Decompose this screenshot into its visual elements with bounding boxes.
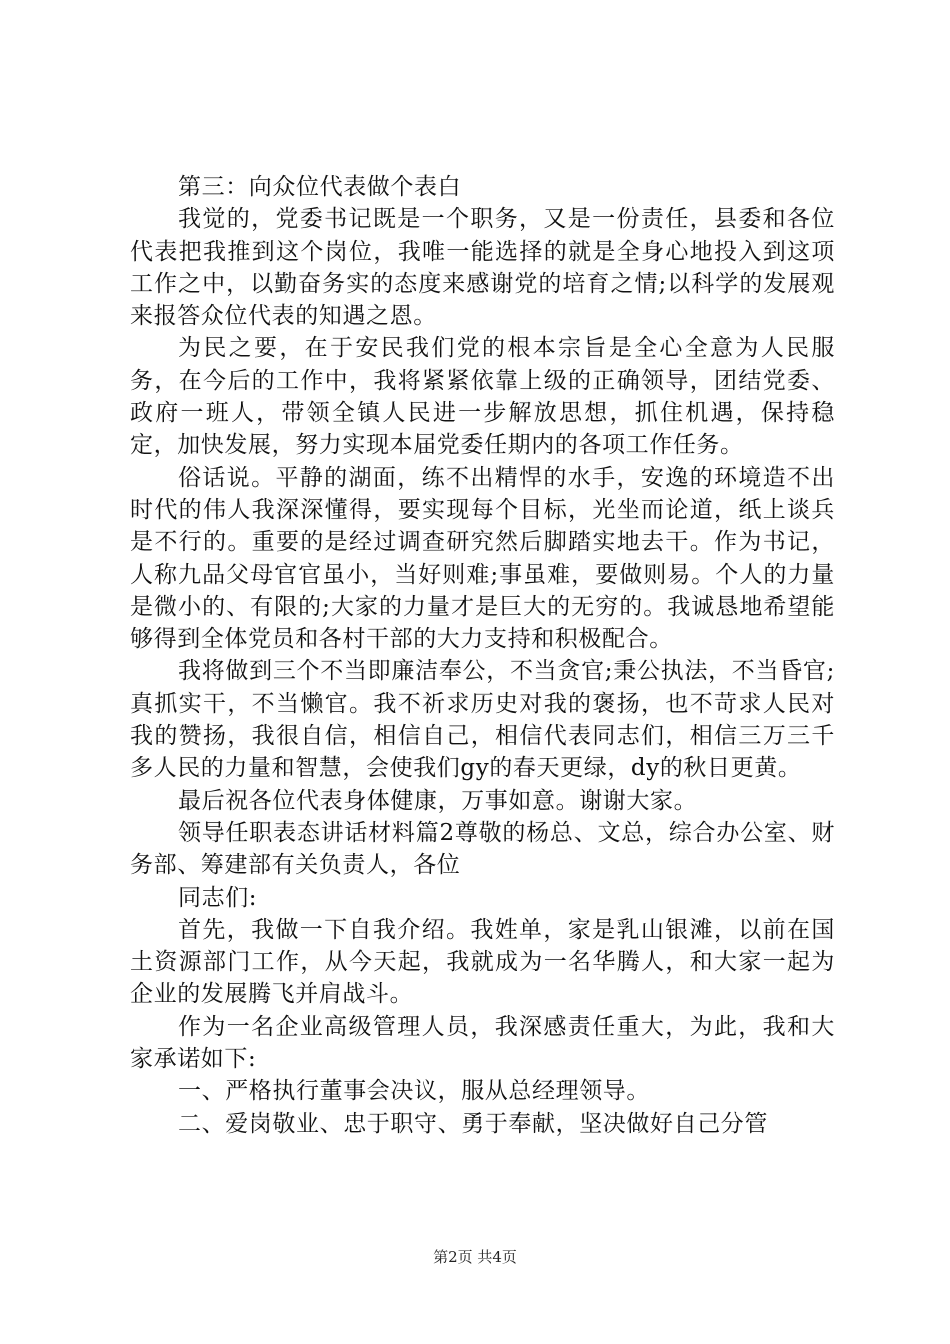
paragraph: 我将做到三个不当即廉洁奉公，不当贪官;秉公执法，不当昏官;真抓实干，不当懒官。我不祈求历史对我的褒扬，也不苛求人民对我的赞扬，我很自信，相信自己，相信代表同志们，相信三万三千多人民的力量和智慧，会使我们gy的春天更绿，dy的秋日更黄。 (130, 658, 835, 782)
paragraph: 俗话说。平静的湖面，练不出精悍的水手，安逸的环境造不出时代的伟人我深深懂得，要实现每个目标，光坐而论道，纸上谈兵是不行的。重要的是经过调查研究然后脚踏实地去干。作为书记，人称九品父母官官虽小，当好则难;事虽难，要做则易。个人的力量是微小的、有限的;大家的力量才是巨大的无穷的。我诚恳地希望能够得到全体党员和各村干部的大力支持和积极配合。 (130, 464, 835, 653)
paragraph: 一、严格执行董事会决议，服从总经理领导。 (178, 1078, 650, 1105)
paragraph: 我觉的，党委书记既是一个职务，又是一份责任，县委和各位代表把我推到这个岗位，我唯一能选择的就是全身心地投入到这项工作之中，以勤奋务实的态度来感谢党的培育之情;以科学的发展观来报答众位代表的知遇之恩。 (130, 206, 835, 330)
paragraph: 同志们: (178, 884, 258, 911)
paragraph: 最后祝各位代表身体健康，万事如意。谢谢大家。 (178, 787, 698, 814)
paragraph: 领导任职表态讲话材料篇2尊敬的杨总、文总，综合办公室、财务部、筹建部有关负责人，各位 (130, 819, 835, 879)
document-body (130, 171, 835, 1140)
paragraph: 首先，我做一下自我介绍。我姓单，家是乳山银滩，以前在国土资源部门工作，从今天起，我就成为一名华腾人，和大家一起为企业的发展腾飞并肩战斗。 (130, 916, 835, 1008)
paragraph: 为民之要，在于安民我们党的根本宗旨是全心全意为人民服务，在今后的工作中，我将紧紧依靠上级的正确领导，团结党委、政府一班人，带领全镇人民进一步解放思想，抓住机遇，保持稳定，加快发展，努力实现本届党委任期内的各项工作任务。 (130, 335, 835, 459)
paragraph: 作为一名企业高级管理人员，我深感责任重大，为此，我和大家承诺如下: (130, 1013, 835, 1073)
paragraph: 二、爱岗敬业、忠于职守、勇于奉献，坚决做好自己分管 (178, 1110, 768, 1137)
page-number-footer: 第2页 共4页 (433, 1248, 517, 1266)
section-heading: 第三：向众位代表做个表白 (178, 174, 462, 200)
